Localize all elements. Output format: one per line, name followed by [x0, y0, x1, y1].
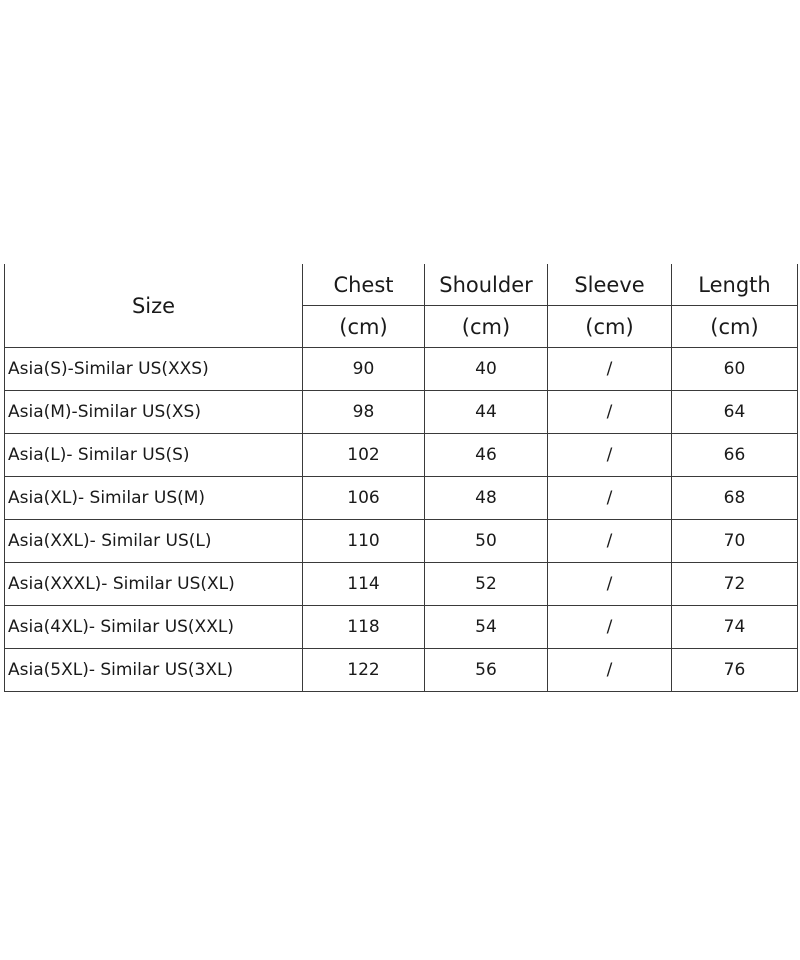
shoulder-cell: 54 — [425, 606, 548, 649]
length-cell: 70 — [672, 520, 798, 563]
sleeve-cell: / — [548, 649, 672, 692]
sleeve-unit: (cm) — [548, 306, 672, 348]
chest-unit: (cm) — [303, 306, 425, 348]
chest-cell: 110 — [303, 520, 425, 563]
shoulder-cell: 48 — [425, 477, 548, 520]
sleeve-cell: / — [548, 563, 672, 606]
shoulder-cell: 52 — [425, 563, 548, 606]
table-row — [5, 434, 798, 477]
size-chart-table — [4, 264, 798, 692]
size-cell: Asia(L)- Similar US(S) — [5, 434, 303, 477]
shoulder-column-header: Shoulder — [425, 264, 548, 306]
length-cell: 64 — [672, 391, 798, 434]
shoulder-cell: 50 — [425, 520, 548, 563]
size-cell: Asia(S)-Similar US(XXS) — [5, 348, 303, 391]
shoulder-cell: 44 — [425, 391, 548, 434]
shoulder-cell: 56 — [425, 649, 548, 692]
chest-cell: 102 — [303, 434, 425, 477]
length-cell: 74 — [672, 606, 798, 649]
length-cell: 76 — [672, 649, 798, 692]
size-cell: Asia(XXL)- Similar US(L) — [5, 520, 303, 563]
length-unit: (cm) — [672, 306, 798, 348]
size-cell: Asia(4XL)- Similar US(XXL) — [5, 606, 303, 649]
chest-cell: 118 — [303, 606, 425, 649]
length-cell: 66 — [672, 434, 798, 477]
sleeve-cell: / — [548, 348, 672, 391]
sleeve-column-header: Sleeve — [548, 264, 672, 306]
shoulder-cell: 46 — [425, 434, 548, 477]
chest-cell: 114 — [303, 563, 425, 606]
shoulder-unit: (cm) — [425, 306, 548, 348]
shoulder-cell: 40 — [425, 348, 548, 391]
table-row — [5, 606, 798, 649]
sleeve-cell: / — [548, 606, 672, 649]
sleeve-cell: / — [548, 520, 672, 563]
length-column-header: Length — [672, 264, 798, 306]
chest-cell: 122 — [303, 649, 425, 692]
table-row — [5, 391, 798, 434]
chest-cell: 90 — [303, 348, 425, 391]
table-row — [5, 477, 798, 520]
sleeve-cell: / — [548, 434, 672, 477]
sleeve-cell: / — [548, 391, 672, 434]
length-cell: 60 — [672, 348, 798, 391]
table-row — [5, 520, 798, 563]
size-cell: Asia(M)-Similar US(XS) — [5, 391, 303, 434]
chest-cell: 106 — [303, 477, 425, 520]
size-cell: Asia(5XL)- Similar US(3XL) — [5, 649, 303, 692]
length-cell: 68 — [672, 477, 798, 520]
chest-column-header: Chest — [303, 264, 425, 306]
size-cell: Asia(XL)- Similar US(M) — [5, 477, 303, 520]
table-row — [5, 563, 798, 606]
table-row — [5, 348, 798, 391]
size-cell: Asia(XXXL)- Similar US(XL) — [5, 563, 303, 606]
sleeve-cell: / — [548, 477, 672, 520]
chest-cell: 98 — [303, 391, 425, 434]
table-row — [5, 649, 798, 692]
length-cell: 72 — [672, 563, 798, 606]
size-column-header: Size — [5, 264, 303, 348]
header-row-names — [5, 264, 798, 306]
